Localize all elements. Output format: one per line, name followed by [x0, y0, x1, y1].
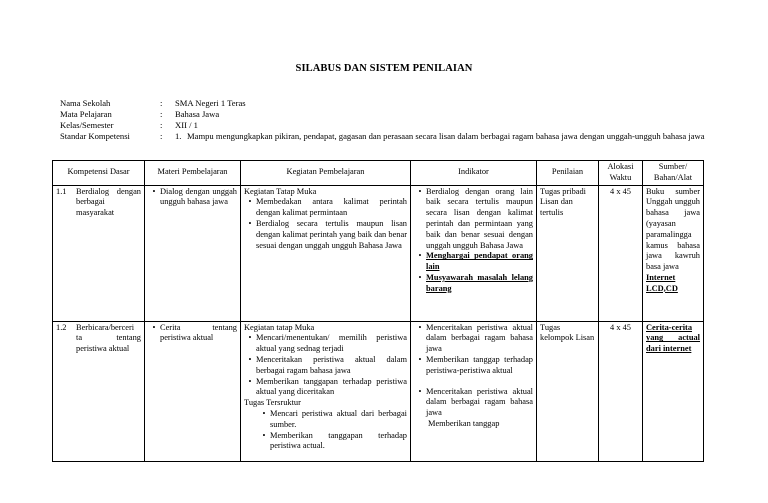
kegiatan-item: Memberikan tanggapan terhadap peristiwa aktual yang diceritakan — [256, 376, 407, 397]
cell-kegiatan — [241, 185, 411, 321]
bullet-icon: • — [248, 197, 252, 207]
kd-number: 1.2 — [56, 322, 67, 332]
indikator-item: Menceritakan peristiwa aktual dalam berbagai ragam bahasa jawa — [426, 322, 533, 354]
indikator-item: Menceritakan peristiwa aktual dalam berbagai ragam bahasa jawa — [426, 386, 533, 418]
meta-label: Nama Sekolah — [60, 98, 111, 108]
materi-text: Dialog dengan unggah ungguh bahasa jawa — [160, 186, 237, 207]
bullet-icon: • — [248, 376, 252, 386]
indikator-item: Berdialog dengan orang lain baik secara tertulis maupun secara lisan dengan kalimat perintah dan permintaan yang baik dan benar sesuai dengan unggah ungguh Bahasa Jawa — [426, 186, 533, 250]
kegiatan-item: Berdialog secara tertulis maupun lisan dengan kalimat perintah yang baik dan benar sesuai dengan unggah ungguh Bahasa Jawa — [256, 218, 407, 250]
meta-colon: : — [160, 98, 163, 108]
cell-penilaian: Tugas pribadi Lisan dan tertulis — [537, 185, 599, 321]
cell-materi — [145, 321, 241, 461]
document-meta — [60, 98, 715, 142]
meta-label: Mata Pelajaran — [60, 109, 112, 119]
kegiatan-item: Mencari/menentukan/ memilih peristiwa aktual yang sednag terjadi — [256, 333, 407, 354]
syllabus-table — [52, 160, 704, 462]
table-row — [53, 321, 704, 461]
header-alokasi: Alokasi Waktu — [599, 161, 643, 186]
kegiatan-item: Membedakan antara kalimat perintah dengan kalimat permintaan — [256, 197, 407, 218]
bullet-icon: • — [418, 322, 422, 332]
meta-value: XII / 1 — [175, 120, 198, 130]
cell-kd — [53, 321, 145, 461]
sumber-link: Internet LCD,CD — [646, 272, 678, 293]
indikator-item: Musyawarah masalah lelang barang — [426, 272, 533, 293]
kegiatan-heading: Kegiatan Tatap Muka — [244, 186, 317, 196]
bullet-icon: • — [152, 186, 156, 196]
kegiatan-item: Menceritakan peristiwa aktual dalam berbagai ragam bahasa jawa — [256, 354, 407, 375]
bullet-icon: • — [418, 186, 422, 196]
indikator-item: Memberikan tanggap terhadap peristiwa-peristiwa aktual — [426, 354, 533, 375]
meta-label: Kelas/Semester — [60, 120, 114, 130]
cell-kd — [53, 185, 145, 321]
bullet-icon: • — [248, 354, 252, 364]
meta-colon: : — [160, 131, 163, 141]
bullet-icon: • — [418, 354, 422, 364]
kegiatan-heading: Kegiatan tatap Muka — [244, 322, 315, 332]
header-kegiatan: Kegiatan Pembelajaran — [241, 161, 411, 186]
cell-penilaian: Tugas kelompok Lisan — [537, 321, 599, 461]
kd-text: Berbicara/berceri ta tentang peristiwa aktual — [76, 322, 141, 354]
bullet-icon: • — [248, 333, 252, 343]
meta-label: Standar Kompetensi — [60, 131, 130, 141]
bullet-icon: • — [262, 408, 266, 418]
bullet-icon: • — [418, 386, 422, 396]
sumber-link: Cerita-cerita yang actual dari internet — [646, 322, 700, 354]
indikator-item: Menghargai pendapat orang lain — [426, 251, 533, 272]
meta-row-kelas — [60, 120, 715, 131]
sk-text: Mampu mengungkapkan pikiran, pendapat, gagasan dan perasaan secara lisan dalam berbagai ragam bahasa jawa dengan unggah-ungguh bahasa jawa — [187, 131, 705, 141]
meta-value: SMA Negeri 1 Teras — [175, 98, 246, 108]
cell-kegiatan — [241, 321, 411, 461]
document-title: SILABUS DAN SISTEM PENILAIAN — [295, 63, 473, 74]
bullet-icon: • — [248, 218, 252, 228]
header-kd: Kompetensi Dasar — [53, 161, 145, 186]
meta-colon: : — [160, 120, 163, 130]
bullet-icon: • — [262, 430, 266, 440]
meta-row-sekolah — [60, 98, 715, 109]
cell-alokasi: 4 x 45 — [599, 321, 643, 461]
cell-indikator — [411, 185, 537, 321]
kegiatan-subheading: Tugas Tersruktur — [244, 398, 301, 408]
bullet-icon: • — [418, 272, 422, 282]
kd-text: Berdialog dengan berbagai masyarakat — [76, 186, 141, 218]
meta-value: Bahasa Jawa — [175, 109, 220, 119]
cell-alokasi: 4 x 45 — [599, 185, 643, 321]
header-materi: Materi Pembelajaran — [145, 161, 241, 186]
meta-colon: : — [160, 109, 163, 119]
cell-sumber — [643, 321, 704, 461]
cell-materi — [145, 185, 241, 321]
materi-text: Cerita tentang peristiwa aktual — [160, 322, 237, 343]
cell-sumber — [643, 185, 704, 321]
meta-row-sk — [60, 131, 715, 142]
bullet-icon: • — [418, 251, 422, 261]
sumber-text: Buku sumber Unggah ungguh bahasa jawa (yayasan paramalingga kamus bahasa jawa kawruh basa jawa — [646, 186, 700, 272]
indikator-tail: Memberikan tanggap — [428, 418, 500, 428]
table-row — [53, 185, 704, 321]
meta-row-mapel — [60, 109, 715, 120]
kegiatan-subitem: Mencari peristiwa aktual dari berbagai sumber. — [270, 408, 407, 429]
sk-number: 1. — [175, 131, 182, 141]
cell-indikator — [411, 321, 537, 461]
header-sumber: Sumber/ Bahan/Alat — [643, 161, 704, 186]
header-penilaian: Penilaian — [537, 161, 599, 186]
header-row — [53, 161, 704, 186]
header-indikator: Indikator — [411, 161, 537, 186]
kegiatan-subitem: Memberikan tanggapan terhadap peristiwa actual. — [270, 430, 407, 451]
bullet-icon: • — [152, 322, 156, 332]
meta-value — [175, 131, 715, 142]
kd-number: 1.1 — [56, 186, 67, 196]
